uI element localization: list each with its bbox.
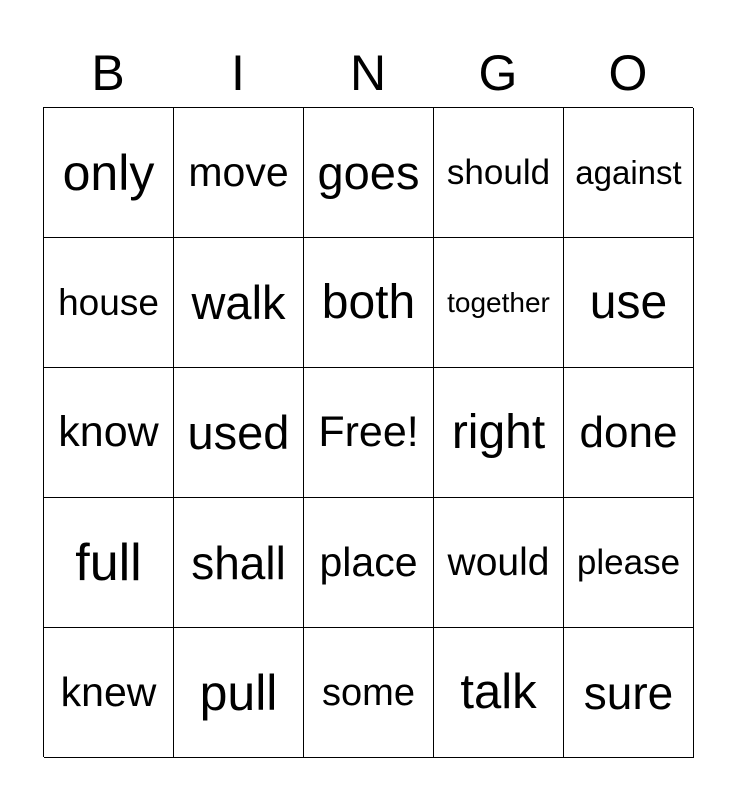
bingo-cell[interactable]: please bbox=[564, 498, 694, 628]
bingo-cell[interactable]: sure bbox=[564, 628, 694, 758]
bingo-cell[interactable]: only bbox=[44, 108, 174, 238]
bingo-board bbox=[43, 107, 693, 757]
bingo-header bbox=[43, 40, 693, 106]
bingo-cell[interactable]: shall bbox=[174, 498, 304, 628]
bingo-cell[interactable]: should bbox=[434, 108, 564, 238]
bingo-cell[interactable]: know bbox=[44, 368, 174, 498]
bingo-cell[interactable]: move bbox=[174, 108, 304, 238]
bingo-cell[interactable]: both bbox=[304, 238, 434, 368]
bingo-cell[interactable]: pull bbox=[174, 628, 304, 758]
bingo-cell[interactable]: together bbox=[434, 238, 564, 368]
bingo-cell[interactable]: would bbox=[434, 498, 564, 628]
bingo-cell[interactable]: knew bbox=[44, 628, 174, 758]
bingo-cell[interactable]: right bbox=[434, 368, 564, 498]
header-letter-b: B bbox=[91, 45, 125, 101]
bingo-cell[interactable]: full bbox=[44, 498, 174, 628]
bingo-cell[interactable]: against bbox=[564, 108, 694, 238]
bingo-cell[interactable]: used bbox=[174, 368, 304, 498]
bingo-cell[interactable]: house bbox=[44, 238, 174, 368]
header-letter-n: N bbox=[349, 45, 387, 101]
bingo-cell-free[interactable]: Free! bbox=[304, 368, 434, 498]
header-letter-o: O bbox=[608, 45, 648, 101]
bingo-cell[interactable]: talk bbox=[434, 628, 564, 758]
bingo-cell[interactable]: some bbox=[304, 628, 434, 758]
bingo-cell[interactable]: walk bbox=[174, 238, 304, 368]
bingo-cell[interactable]: goes bbox=[304, 108, 434, 238]
header-letter-g: G bbox=[478, 45, 518, 101]
bingo-cell[interactable]: done bbox=[564, 368, 694, 498]
header-letter-i: I bbox=[231, 45, 245, 101]
bingo-cell[interactable]: use bbox=[564, 238, 694, 368]
bingo-cell[interactable]: place bbox=[304, 498, 434, 628]
